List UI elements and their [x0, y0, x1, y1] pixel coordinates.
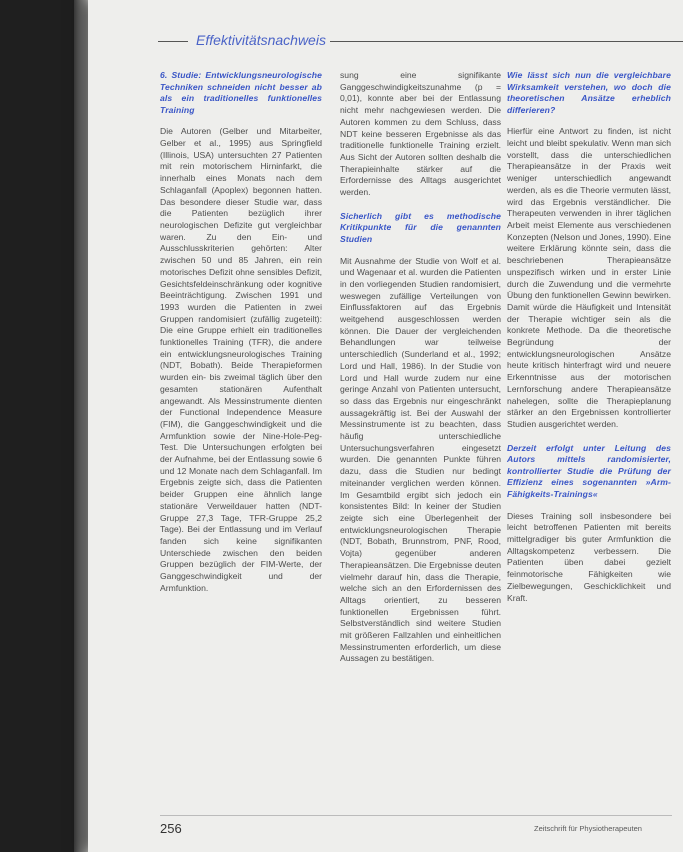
section-heading: Sicherlich gibt es methodische Kritikpunkte für die genannten Studien [340, 210, 501, 244]
body-paragraph: Dieses Training soll insbesondere bei leicht betroffenen Patienten mit bereits mittelgradiger bis guter Armfunktion die Alltagskompetenz verbessern. Die Patienten üben dabei gezielt feinmotorische Fähigkeiten wie Zielbewegungen, Geschicklichkeit und Kraft. [507, 510, 671, 603]
body-paragraph-continued: sung eine signifikante Ganggeschwindigkeitszunahme (p = 0,01), konnte aber bei der Entlassung nicht mehr nachgewiesen werden. Die Autoren kommen zu dem Schluss, dass NDT keine besseren Ergebnisse als das traditionelle funktionelle Training erzielt. Aus Sicht der Autoren sollten deshalb die Therapieinhalte stärker auf die Erfordernisse des Alltags ausgerichtet werden. [340, 70, 501, 198]
journal-source: Zeitschrift für Physiotherapeuten [534, 824, 642, 833]
header-rule-right [330, 41, 683, 42]
footer-rule [160, 815, 672, 816]
page-number: 256 [160, 821, 182, 836]
body-paragraph: Die Autoren (Gelber und Mitarbeiter, Gelber et al., 1995) aus Springfield (Illinois, USA) untersuchten 27 Patienten mit rein motorischem Hirninfarkt, die innerhalb eines Monats nach dem Schlaganfall (Apoplex) begonnen hatten. Das besondere dieser Studie war, dass die Patienten bezüglich ihrer neurologischen Defizite gut vergleichbar waren. Zu den Ein- und Ausschlusskriterien gehörten: Alter zwischen 50 und 85 Jahren, ein rein motorisches Defizit ohne sensibles Defizit, Gesichtsfeldeinschränkung oder kognitive Beeinträchtigung. Zwischen 1991 und 1993 wurden die Patienten in zwei Gruppen randomisiert (zufällig zugeteilt): Die eine Gruppe erhielt ein traditionelles funktionelles Training (TFR), die andere ein entwicklungsneurologisches Training (NDT, Bobath). Beide Therapieformen wurden ein- bis zweimal täglich über den gesamten stationären Aufenthalt angewandt. Als Messinstrumente dienten der Functional Independence Measure (FIM), die Ganggeschwindigkeit und die Armfunktion sowie der Nine-Hole-Peg-Test. Die Untersuchungen erfolgten bei der Aufnahme, bei der Entlassung sowie 6 und 12 Monate nach dem Schlaganfall. Im Ergebnis zeigte sich, dass die Patienten beider Gruppen eine ähnlich lange stationäre Verweildauer hatten (NDT-Gruppe 27,3 Tage, TFR-Gruppe 25,2 Tage). Bei der Entlassung und im Verlauf fanden sich keine signifikanten Unterschiede zwischen den beiden Gruppen bezüglich der FIM-Werte, der Ganggeschwindigkeit und der Armfunktion. [160, 126, 322, 593]
running-header [158, 32, 683, 52]
section-heading: Derzeit erfolgt unter Leitung des Autors mittels randomisierter, kontrollierter Studie die Prüfung der Effizienz eines sogenannten »Arm-Fähigkeits-Trainings« [507, 442, 671, 500]
text-column-right [507, 70, 671, 604]
section-heading: 6. Studie: Entwicklungsneurologische Techniken schneiden nicht besser ab als ein traditionelles funktionelles Training [160, 70, 322, 115]
body-paragraph: Hierfür eine Antwort zu finden, ist nicht leicht und bleibt spekulativ. Wenn man sich vorstellt, dass die unterschiedlichen Therapieansätze in der Praxis weit weniger unterschiedlich angewandt werden, als es die Theorie vermuten lässt, wird das Ergebnis verständlicher. Die Therapeuten verwenden in ihrer täglichen Arbeit meist Elemente aus verschiedenen Konzepten (Nelson und Jones, 1990). Eine weitere Erklärung könnte sein, dass die beschriebenen Therapieansätze unspezifisch wirken und in erster Linie durch die Zuwendung und die vermehrte Übung den funktionellen Gewinn bewirken. Damit würde die Häufigkeit und Intensität der Therapie wichtiger sein als die konkrete Methode. Da die theoretische Begründung der entwicklungsneurologischen Ansätze heute kritisch hinterfragt wird und neuere Erkenntnisse aus der motorischen Lernforschung andere Therapieansätze nahelegen, sollte die Therapieplanung stärker an den Ergebnissen kontrollierter Studien ausgerichtet werden. [507, 126, 671, 429]
text-column-left [160, 70, 322, 595]
body-paragraph: Mit Ausnahme der Studie von Wolf et al. und Wagenaar et al. wurden die Patienten in den vorliegenden Studien randomisiert, weswegen zufällige Verteilungen von Einflussfaktoren auf das Ergebnis weitgehend ausgeschlossen werden können. Die Dauer der vergleichenden Behandlungen war teilweise unterschiedlich (Sunderland et al., 1992; Lord und Hall, 1986). In der Studie von Lord und Hall wurde zudem nur eine geringe Anzahl von Patienten untersucht, so dass das Ergebnis nur eingeschränkt aussagekräftig ist. Bei der Auswahl der Messinstrumente ist zu beachten, dass häufig unterschiedliche Untersuchungsverfahren eingesetzt wurden. Die genannten Punkte führen dazu, dass die Studien nur bedingt miteinander verglichen werden können. Im Gesamtbild ergibt sich jedoch ein konsistentes Bild: In keiner der Studien zeigte sich eine Überlegenheit der entwicklungsneurologischen Therapie (NDT, Bobath, Brunnstrom, PNF, Rood, Vojta) gegenüber anderen Therapieansätzen. Die Ergebnisse deuten vielmehr darauf hin, dass die Therapie, welche sich an den Erfordernissen des Alltags orientiert, zu besseren funktionellen Ergebnissen führt. Selbstverständlich sind weitere Studien mit größeren Fallzahlen und einheitlichen Messinstrumenten erforderlich, um diese Aussagen zu bestätigen. [340, 255, 501, 664]
header-rule-left [158, 41, 188, 42]
text-column-middle [340, 70, 501, 665]
header-title: Effektivitätsnachweis [196, 32, 326, 48]
section-heading: Wie lässt sich nun die vergleichbare Wirksamkeit verstehen, wo doch die theoretischen Ansätze erheblich differieren? [507, 70, 671, 115]
